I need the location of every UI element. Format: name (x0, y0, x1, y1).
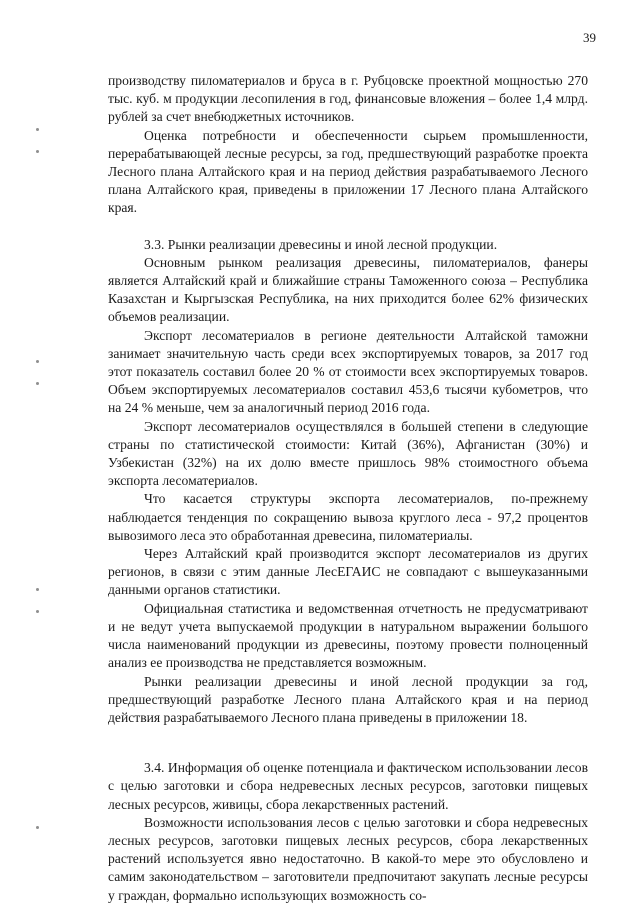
page-number: 39 (583, 30, 596, 45)
paragraph: Экспорт лесоматериалов в регионе деятельности Алтайской таможни занимает значительную часть среди всех экспортируемых товаров, за 2017 год этот показатель составил более 20 % от стоимости всех экспортируемых товаров. Объем экспортируемых лесоматериалов составил 453,6 тысячи кубометров, что на 24 % меньше, чем за аналогичный период 2016 года. (108, 327, 588, 416)
paragraph: производству пиломатериалов и бруса в г. Рубцовске проектной мощностью 270 тыс. куб. м продукции лесопиления в год, финансовые вложения – более 1,4 млрд. рублей за счет внебюджетных источников. (108, 73, 588, 125)
paragraph: Через Алтайский край производится экспорт лесоматериалов из других регионов, в связи с этим данные ЛесЕГАИС не совпадают с вышеуказанными данными органов статистики. (108, 546, 588, 598)
paragraph: Что касается структуры экспорта лесоматериалов, по-прежнему наблюдается тенденция по сокращению вывоза круглого леса - 97,2 процентов вывозимого леса это обработанная древесина, пиломатериалы. (108, 491, 588, 543)
document-body (108, 72, 588, 905)
section-heading: 3.3. Рынки реализации древесины и иной лесной продукции. (144, 236, 498, 252)
paragraph: Оценка потребности и обеспеченности сырьем промышленности, перерабатывающей лесные ресурсы, за год, предшествующий разработке проекта Лесного плана Алтайского края и на период действия разрабатываемого Лесного плана Алтайского края, приведены в приложении 17 Лесного плана Алтайского края. (108, 127, 588, 216)
margin-mark (36, 382, 39, 385)
paragraph: Рынки реализации древесины и иной лесной продукции за год, предшествующий разработке Лесного плана Алтайского края и на период действия разрабатываемого Лесного плана приведены в приложении 18. (108, 673, 588, 725)
section-heading: 3.4. Информация об оценке потенциала и фактическом использовании лесов с целью заготовки и сбора недревесных лесных ресурсов, заготовки пищевых лесных ресурсов, живицы, сбора лекарственных растений. (108, 760, 588, 812)
paragraph: Возможности использования лесов с целью заготовки и сбора недревесных лесных ресурсов, заготовки пищевых лесных ресурсов, сбора лекарственных растений используется явно недостаточно. В какой-то мере это обусловлено и самим законодательством – заготовители предпочитают закупать лесные ресурсы у граждан, формально использующих возможность со- (108, 814, 588, 903)
margin-mark (36, 588, 39, 591)
margin-mark (36, 610, 39, 613)
paragraph: Экспорт лесоматериалов осуществлялся в большей степени в следующие страны по статистической стоимости: Китай (36%), Афганистан (30%) и Узбекистан (32%) на их долю вместе пришлось 98% стоимостного объема экспорта лесоматериалов. (108, 418, 588, 489)
margin-mark (36, 150, 39, 153)
margin-mark (36, 128, 39, 131)
margin-mark (36, 826, 39, 829)
paragraph: Официальная статистика и ведомственная отчетность не предусматривают и не ведут учета выпускаемой продукции в натуральном выражении большого числа наименований продукции из древесины, поэтому провести полноценный анализ ее производства не представляется возможным. (108, 600, 588, 671)
margin-mark (36, 360, 39, 363)
paragraph: Основным рынком реализация древесины, пиломатериалов, фанеры является Алтайский край и ближайшие страны Таможенного союза – Республика Казахстан и Кыргызская Республика, на них приходится более 62% физических объемов реализации. (108, 254, 588, 325)
